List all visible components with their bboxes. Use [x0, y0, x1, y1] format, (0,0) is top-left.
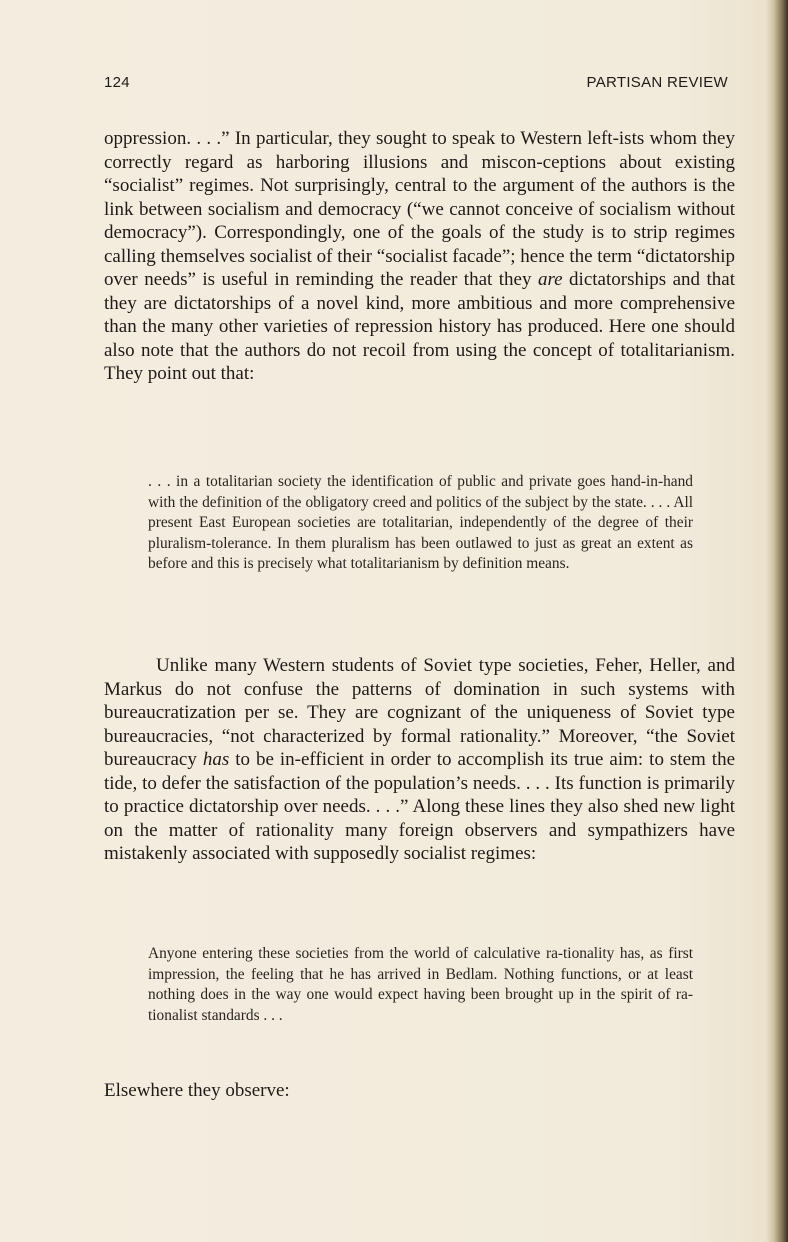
paragraph-2-emphasis: has [202, 749, 230, 770]
paragraph-1-emphasis: are [537, 269, 563, 290]
block-quote-1: . . . in a totalitarian society the identification of public and private goes hand-in-hand with the definition of the obligatory creed and politics of the subject by the state. . . . All present East European societies are totalitarian, independently of the degree of their pluralism-tolerance. In them pluralism has been outlawed to just as great an extent as before and this is precisely what totalitarianism by definition means. [148, 473, 693, 573]
paragraph-2-text-a: Unlike many Western students of Soviet type societies, Feher, Heller, and Markus do not confuse the patterns of domination in such systems with bureaucratization per se. They are cognizant of the uniqueness of Soviet type bureaucracies, “not characterized by formal rationality.” Moreover, “the Soviet bureaucracy [104, 655, 735, 770]
book-spine-shadow [766, 0, 788, 1242]
body-paragraph-2 [104, 654, 735, 866]
running-head: PARTISAN REVIEW [586, 74, 728, 91]
page-header [104, 74, 728, 94]
body-paragraph-3: Elsewhere they observe: [104, 1080, 290, 1101]
paragraph-1-text-b: dictatorships and that they are dictatorships of a novel kind, more ambitious and more comprehensive than the many other varieties of repression history has produced. Here one should also note that the authors do not recoil from using the concept of totalitarianism. They point out that: [104, 269, 735, 384]
page-number: 124 [104, 74, 130, 91]
body-paragraph-1 [104, 127, 735, 386]
paragraph-1-text-a: oppression. . . .” In particular, they sought to speak to Western left-ists whom they correctly regard as harboring illusions and miscon-ceptions about existing “socialist” regimes. Not surprisingly, central to the argument of the authors is the link between socialism and democracy (“we cannot conceive of socialism without democracy”). Correspondingly, one of the goals of the study is to strip regimes calling themselves socialist of their “socialist facade”; hence the term “dictatorship over needs” is useful in reminding the reader that they [104, 128, 735, 290]
paragraph-2-text-b: to be in-efficient in order to accomplish its true aim: to stem the tide, to defer the satisfaction of the population’s needs. . . . Its function is primarily to practice dictatorship over needs. . . .” Along these lines they also shed new light on the matter of rationality many foreign observers and sympathizers have mistakenly associated with supposedly socialist regimes: [104, 749, 736, 864]
block-quote-2: Anyone entering these societies from the world of calculative ra-tionality has, as first impression, the feeling that he has arrived in Bedlam. Nothing functions, or at least nothing does in the way one would expect having been brought up in the spirit of ra-tionalist standards . . . [148, 945, 693, 1024]
